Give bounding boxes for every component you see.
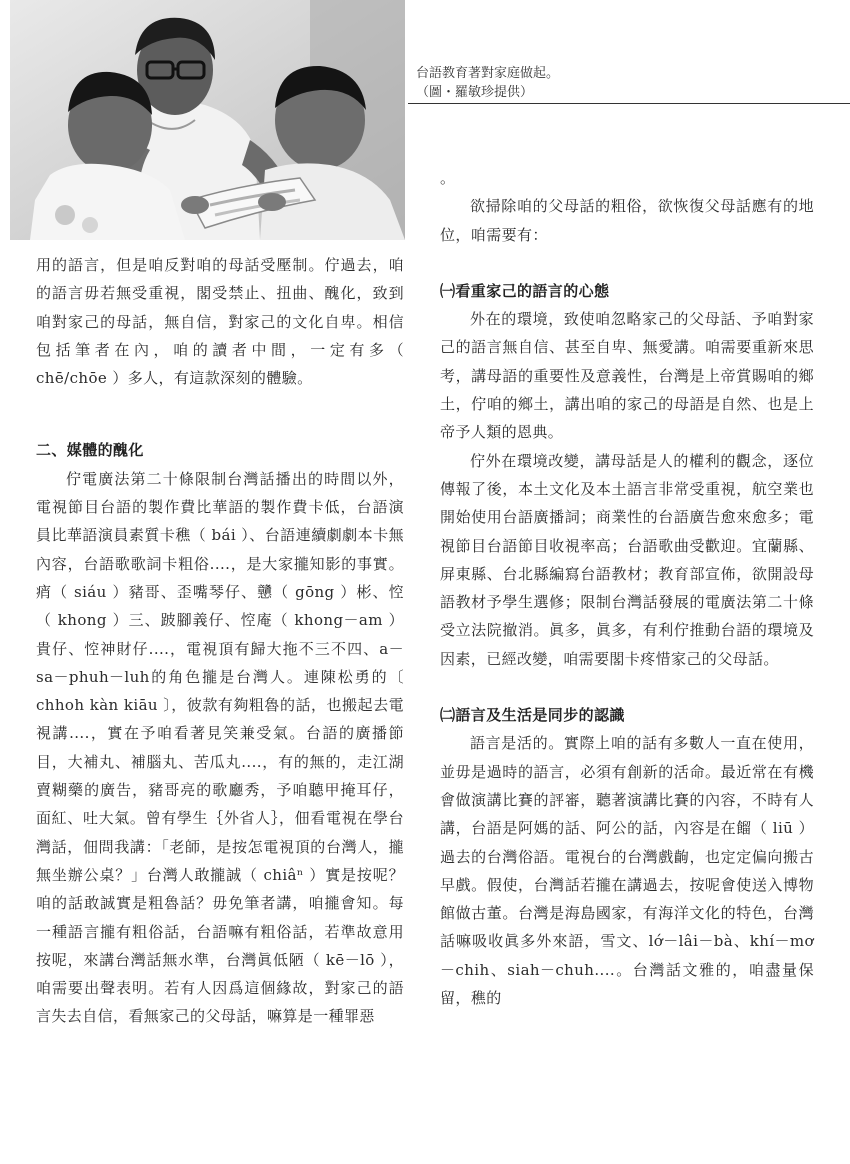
right-intro-paragraph: 欲掃除咱的父母話的粗俗，欲恢復父母話應有的地位，咱需要有：: [440, 197, 814, 244]
left-intro-paragraph: 用的語言，但是咱反對咱的母話受壓制。佇過去，咱的語言毋若無受重視，閣受禁止、扭曲、醜化，致到咱對家己的母話，無自信，對家己的文化自卑。相信包括筆者在內，咱的讀者中間，一定有多（ chē/chōe ）多人，有這款深刻的體驗。: [36, 256, 404, 388]
photo-caption: [416, 64, 836, 102]
attitude-paragraph-1: 外在的環境，致使咱忽略家己的父母話、予咱對家己的語言無自信、甚至自卑、無愛講。咱需要重新來思考，講母語的重要性及意義性，台灣是上帝賞賜咱的鄉土，佇咱的鄉土，講出咱的家己的母語是自然、也是上帝予人類的恩典。: [440, 310, 814, 442]
caption-line-1: 台語教育著對家庭做起。: [416, 66, 560, 81]
section-heading-language-life: ㈡語言及生活是同步的認識: [440, 706, 625, 725]
section-heading-media: 二、媒體的醜化: [36, 441, 144, 460]
right-column: [440, 164, 814, 1012]
right-lead-fragment: 。: [440, 169, 456, 187]
left-column: [36, 251, 404, 1031]
caption-divider: [408, 103, 850, 104]
family-reading-photo: [10, 0, 405, 240]
attitude-paragraph-2: 佇外在環境改變，講母話是人的權利的觀念，逐位傳報了後，本土文化及本土語言非常受重視，航空業也開始使用台語廣播詞；商業性的台語廣告愈來愈多；電視節目台語節目收視率高；台語歌曲受歡迎。宜蘭縣、屏東縣、台北縣編寫台語教材；教育部宣佈，欲開設母語教材予學生選修；限制台灣話發展的電廣法第二十條受立法院撤消。眞多，眞多，有利佇推動台語的環境及因素，已經改變，咱需要閣卡疼惜家己的父母話。: [440, 451, 814, 668]
photo-illustration: [10, 0, 405, 240]
section-heading-attitude: ㈠看重家己的語言的心態: [440, 281, 610, 300]
media-section-paragraph: 佇電廣法第二十條限制台灣話播出的時間以外，電視節目台語的製作費比華語的製作費卡低，台語演員比華語演員素質卡穛（ bái ）、台語連續劇劇本卡無內容，台語歌歌詞卡粗俗....，是大家攏知影的事實。痟（ siáu ）豬哥、歪嘴琴仔、戇（ gōng ）彬、悾（ khong ）三、跛腳義仔、悾庵（ khong－am ）貴仔、悾神財仔....，電視頂有歸大拖不三不四、a－sa－phuh－luh的角色攏是台灣人。連陳松勇的〔 chhoh kàn kiāu 〕，彼款有夠粗魯的話，也搬起去電視講....，實在予咱看著見笑兼受氣。台語的廣播節目，大補丸、補腦丸、苦瓜丸....，有的無的，走江湖賣糊藥的廣告，豬哥亮的歌廳秀，予咱聽甲掩耳仔，面紅、吐大氣。曾有學生｛外省人｝，佃看電視在學台灣話，佃問我講：「老師，是按怎電視頂的台灣人，攏無坐辦公桌？」台灣人敢攏誠（ chiâⁿ ）實是按呢？咱的話敢誠實是粗魯話？毋免筆者講，咱攏會知。每一種語言攏有粗俗話，台語嘛有粗俗話，若準故意用按呢，來講台灣話無水準，台灣眞低陋（ kē－lō ），咱需要出聲表明。若有人因爲這個緣故，對家己的語言失去自信，看無家己的父母話，嘛算是一種罪惡: [36, 469, 404, 1026]
caption-line-2: （圖・羅敏珍提供）: [416, 85, 534, 100]
language-life-paragraph: 語言是活的。實際上咱的話有多數人一直在使用，並毋是過時的語言，必須有創新的活命。最近常在有機會做演講比賽的評審，聽著演講比賽的內容，不時有人講，台語是阿媽的話、阿公的話，內容是在餾（ liū ）過去的台灣俗語。電視台的台灣戲齣，也定定偏向搬古早戲。假使，台灣話若攏在講過去，按呢會使送入博物館做古董。台灣是海島國家，有海洋文化的特色，台灣話嘛吸收眞多外來語，雪文、lớ－lâi－bà、khí－mơ－chih、siah－chuh....。台灣話文雅的，咱盡量保留，穛的: [440, 734, 814, 1008]
